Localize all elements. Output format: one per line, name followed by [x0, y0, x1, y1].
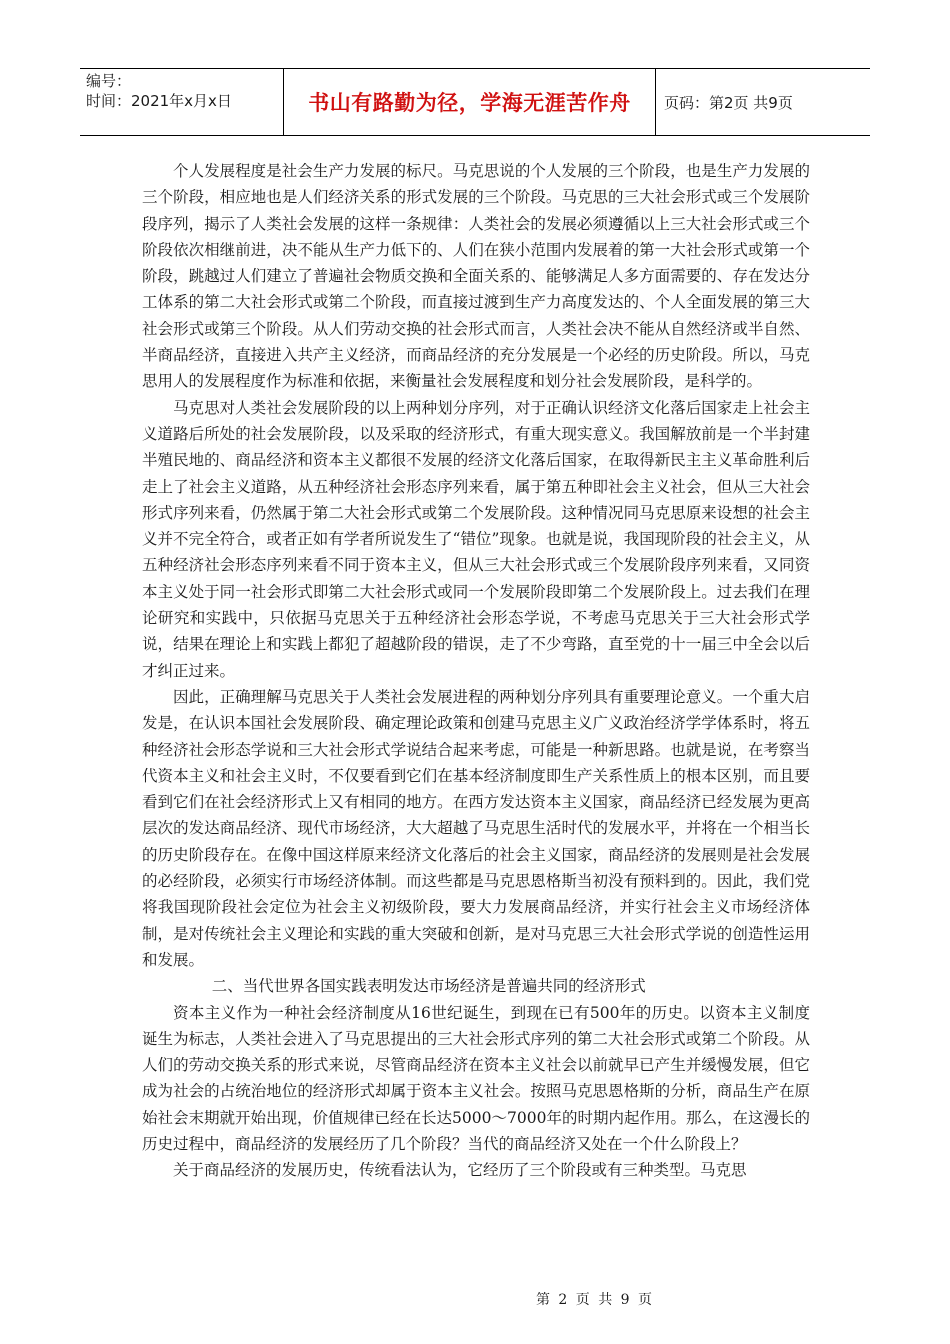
page-header [80, 68, 870, 136]
paragraph: 关于商品经济的发展历史，传统看法认为，它经历了三个阶段或有三种类型。马克思 [173, 1161, 747, 1180]
section-heading: 二、当代世界各国实践表明发达市场经济是普遍共同的经济形式 [211, 977, 646, 996]
header-page-info: 页码：第2页 共9页 [664, 93, 793, 112]
header-meta [80, 69, 284, 135]
paragraph: 马克思对人类社会发展阶段的以上两种划分序列，对于正确认识经济文化落后国家走上社会主义道路后所处的社会发展阶段，以及采取的经济形式，有重大现实意义。我国解放前是一个半封建半殖民地的、商品经济和资本主义都很不发展的经济文化落后国家，在取得新民主主义革命胜利后走上了社会主义道路，从五种经济社会形态序列来看，属于第五种即社会主义社会，但从三大社会形式序列来看，仍然属于第二大社会形式或第二个发展阶段。这种情况同马克思原来设想的社会主义并不完全符合，或者正如有学者所说发生了“错位”现象。也就是说，我国现阶段的社会主义，从五种经济社会形态序列来看不同于资本主义，但从三大社会形式或三个发展阶段序列来看，又同资本主义处于同一社会形式即第二大社会形式或同一个发展阶段即第二个发展阶段上。过去我们在理论研究和实践中，只依据马克思关于五种经济社会形态学说，不考虑马克思关于三大社会形式学说，结果在理论上和实践上都犯了超越阶段的错误，走了不少弯路，直至党的十一届三中全会以后才纠正过来。 [142, 398, 810, 680]
document-number-label: 编号： [86, 72, 132, 90]
paragraph: 资本主义作为一种社会经济制度从16世纪诞生，到现在已有500年的历史。以资本主义制度诞生为标志，人类社会进入了马克思提出的三大社会形式序列的第二大社会形式或第二个阶段。从人们的劳动交换关系的形式来说，尽管商品经济在资本主义社会以前就早已产生并缓慢发展，但它成为社会的占统治地位的经济形式却属于资本主义社会。按照马克思恩格斯的分析，商品生产在原始社会末期就开始出现，价值规律已经在长达5000～7000年的时期内起作用。那么，在这漫长的历史过程中，商品经济的发展经历了几个阶段？当代的商品经济又处在一个什么阶段上？ [142, 1003, 810, 1153]
paragraph: 因此，正确理解马克思关于人类社会发展进程的两种划分序列具有重要理论意义。一个重大启发是，在认识本国社会发展阶段、确定理论政策和创建马克思主义广义政治经济学学体系时，将五种经济社会形态学说和三大社会形式学说结合起来考虑，可能是一种新思路。也就是说，在考察当代资本主义和社会主义时，不仅要看到它们在基本经济制度即生产关系性质上的根本区别，而且要看到它们在社会经济形式上又有相同的地方。在西方发达资本主义国家，商品经济已经发展为更高层次的发达商品经济、现代市场经济，大大超越了马克思生活时代的发展水平，并将在一个相当长的历史阶段存在。在像中国这样原来经济文化落后的社会主义国家，商品经济的发展则是社会发展的必经阶段，必须实行市场经济体制。而这些都是马克思恩格斯当初没有预料到的。因此，我们党将我国现阶段社会定位为社会主义初级阶段，要大力发展商品经济，并实行社会主义市场经济体制，是对传统社会主义理论和实践的重大突破和创新，是对马克思三大社会形式学说的创造性运用和发展。 [142, 687, 810, 969]
document-time-label: 时间：2021年x月x日 [86, 92, 232, 110]
paragraph: 个人发展程度是社会生产力发展的标尺。马克思说的个人发展的三个阶段，也是生产力发展的三个阶段，相应地也是人们经济关系的形式发展的三个阶段。马克思的三大社会形式或三个发展阶段序列，揭示了人类社会发展的这样一条规律：人类社会的发展必须遵循以上三大社会形式或三个阶段依次相继前进，决不能从生产力低下的、人们在狭小范围内发展着的第一大社会形式或第一个阶段，跳越过人们建立了普遍社会物质交换和全面关系的、能够满足人多方面需要的、存在发达分工体系的第二大社会形式或第二个阶段，而直接过渡到生产力高度发达的、个人全面发展的第三大社会形式或第三个阶段。从人们劳动交换的社会形式而言，人类社会决不能从自然经济或半自然、半商品经济，直接进入共产主义经济，而商品经济的充分发展是一个必经的历史阶段。所以，马克思用人的发展程度作为标准和依据，来衡量社会发展程度和划分社会发展阶段，是科学的。 [142, 162, 810, 391]
document-body [142, 158, 810, 1184]
page-footer: 第 2 页 共 9 页 [535, 1292, 653, 1308]
header-motto: 书山有路勤为径，学海无涯苦作舟 [284, 69, 656, 135]
